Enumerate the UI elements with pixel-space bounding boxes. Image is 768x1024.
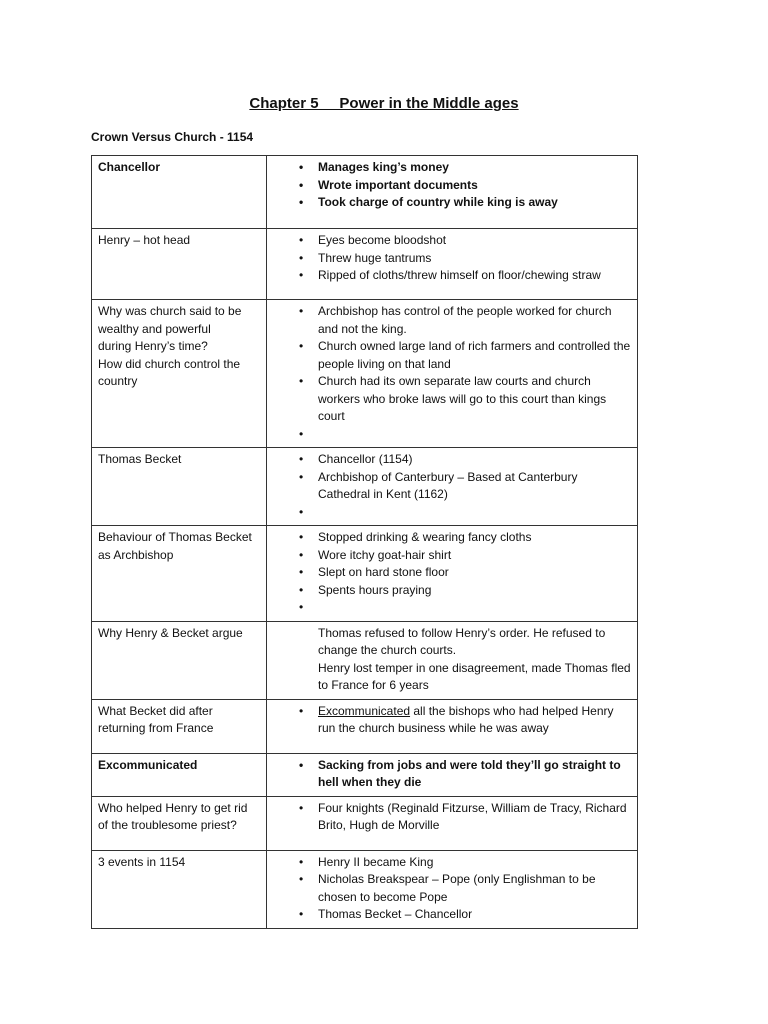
row-question: Why Henry & Becket argue xyxy=(92,621,267,699)
row-answer xyxy=(267,229,638,300)
table-row xyxy=(92,850,638,928)
table-row xyxy=(92,156,638,229)
table-row xyxy=(92,526,638,622)
row-question: 3 events in 1154 xyxy=(92,850,267,928)
table-row xyxy=(92,300,638,448)
row-answer xyxy=(267,621,638,699)
list-item: • Took charge of country while king is away xyxy=(273,194,631,212)
paragraph-line: Henry lost temper in one disagreement, made Thomas fled to France for 6 years xyxy=(318,660,631,692)
list-item: • Stopped drinking & wearing fancy cloths xyxy=(273,529,631,547)
row-answer xyxy=(267,526,638,622)
question-line: during Henry’s time? xyxy=(98,339,208,353)
row-question: Henry – hot head xyxy=(92,229,267,300)
row-answer xyxy=(267,850,638,928)
row-question: Thomas Becket xyxy=(92,448,267,526)
table-row xyxy=(92,229,638,300)
list-item: • Sacking from jobs and were told they’ll go straight to hell when they die xyxy=(273,757,631,792)
row-answer xyxy=(267,753,638,796)
bullet-list xyxy=(273,703,631,738)
list-item: • Spents hours praying xyxy=(273,582,631,600)
bullet-list xyxy=(273,451,631,521)
page-title: Chapter 5 Power in the Middle ages xyxy=(249,95,519,112)
table-row xyxy=(92,753,638,796)
table-row xyxy=(92,621,638,699)
row-question: Behaviour of Thomas Becket as Archbishop xyxy=(92,526,267,622)
list-item xyxy=(273,426,631,444)
row-question: Chancellor xyxy=(92,156,267,229)
bullet-list xyxy=(273,159,631,212)
row-answer xyxy=(267,796,638,850)
list-item: • Archbishop of Canterbury – Based at Canterbury Cathedral in Kent (1162) xyxy=(273,469,631,504)
list-item: • Manages king’s money xyxy=(273,159,631,177)
list-item: • Archbishop has control of the people worked for church and not the king. xyxy=(273,303,631,338)
section-subtitle: Crown Versus Church - 1154 xyxy=(91,130,254,144)
bullet-list xyxy=(273,529,631,617)
row-answer xyxy=(267,300,638,448)
list-item: • Chancellor (1154) xyxy=(273,451,631,469)
row-answer xyxy=(267,156,638,229)
list-item xyxy=(273,599,631,617)
question-line: Why was church said to be wealthy and powerful xyxy=(98,304,242,336)
list-item xyxy=(273,703,631,738)
list-item xyxy=(273,504,631,522)
list-item: • Threw huge tantrums xyxy=(273,250,631,268)
list-item: • Nicholas Breakspear – Pope (only Englishman to be chosen to become Pope xyxy=(273,871,631,906)
row-question: Who helped Henry to get rid of the troublesome priest? xyxy=(92,796,267,850)
bullet-list xyxy=(273,800,631,835)
list-item: • Wrote important documents xyxy=(273,177,631,195)
table-row xyxy=(92,699,638,753)
bullet-list xyxy=(273,303,631,443)
list-item: • Ripped of cloths/threw himself on floor/chewing straw xyxy=(273,267,631,285)
list-item: • Henry II became King xyxy=(273,854,631,872)
list-item: • Slept on hard stone floor xyxy=(273,564,631,582)
list-item: • Eyes become bloodshot xyxy=(273,232,631,250)
bullet-list xyxy=(273,854,631,924)
list-item-text: all the bishops who had helped Henry run the church business while he was away xyxy=(318,703,614,735)
underlined-term: Excommunicated xyxy=(318,703,411,718)
list-item: • Four knights (Reginald Fitzurse, William de Tracy, Richard Brito, Hugh de Morville xyxy=(273,800,631,835)
list-item: • Church had its own separate law courts and church workers who broke laws will go to this court than kings court xyxy=(273,373,631,426)
notes-table xyxy=(91,155,638,929)
list-item: • Thomas Becket – Chancellor xyxy=(273,906,631,924)
row-question xyxy=(92,300,267,448)
list-item: • Church owned large land of rich farmers and controlled the people living on that land xyxy=(273,338,631,373)
row-answer xyxy=(267,448,638,526)
list-item: • Wore itchy goat-hair shirt xyxy=(273,547,631,565)
question-line: How did church control the country xyxy=(98,356,241,388)
answer-paragraph xyxy=(273,625,631,695)
bullet-list xyxy=(273,757,631,792)
bullet-list xyxy=(273,232,631,285)
table-row xyxy=(92,448,638,526)
row-question: Excommunicated xyxy=(92,753,267,796)
table-row xyxy=(92,796,638,850)
paragraph-line: Thomas refused to follow Henry’s order. He refused to change the church courts. xyxy=(318,625,606,657)
row-question: What Becket did after returning from France xyxy=(92,699,267,753)
row-answer xyxy=(267,699,638,753)
